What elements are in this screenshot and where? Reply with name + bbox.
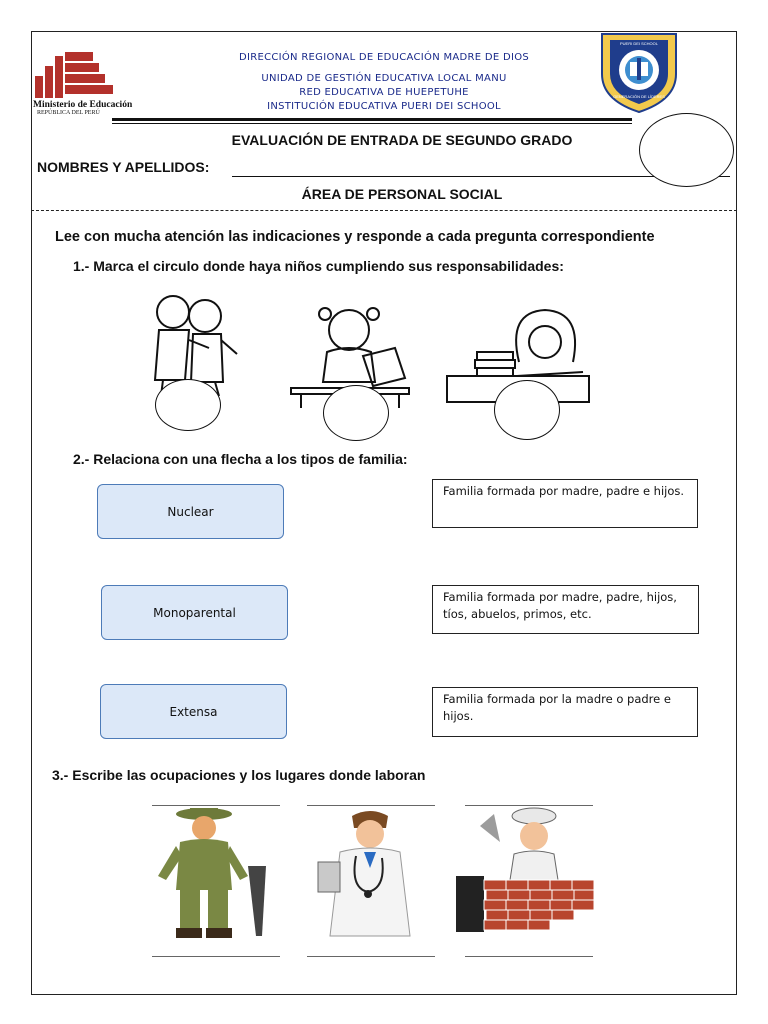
family-type-monoparental[interactable]: Monoparental <box>101 585 288 640</box>
ministry-logo-subtext: REPÚBLICA DEL PERÚ <box>37 110 100 116</box>
family-type-extensa[interactable]: Extensa <box>100 684 287 739</box>
definition-monoparental[interactable]: Familia formada por la madre o padre e hijos. <box>432 687 698 737</box>
question-1: 1.- Marca el circulo donde haya niños cumpliendo sus responsabilidades: <box>73 258 564 274</box>
header-line-1: DIRECCIÓN REGIONAL DE EDUCACIÓN MADRE DE DIOS <box>238 52 530 63</box>
answer-line-bottom-3[interactable] <box>465 956 593 957</box>
answer-line-bottom-2[interactable] <box>307 956 435 957</box>
exam-title: EVALUACIÓN DE ENTRADA DE SEGUNDO GRADO <box>231 132 573 148</box>
answer-line-bottom-1[interactable] <box>152 956 280 957</box>
definition-extensa[interactable]: Familia formada por madre, padre, hijos, tíos, abuelos, primos, etc. <box>432 585 699 634</box>
header-rule-thin <box>112 123 632 124</box>
instructions: Lee con mucha atención las indicaciones y responde a cada pregunta correspondiente <box>55 229 655 245</box>
header-line-2: UNIDAD DE GESTIÓN EDUCATIVA LOCAL MANU <box>261 73 507 84</box>
ministry-logo-text: Ministerio de Educación <box>33 100 133 110</box>
area-title: ÁREA DE PERSONAL SOCIAL <box>301 186 503 202</box>
answer-circle-1[interactable] <box>155 379 221 431</box>
crest-bottom-text: GENERACIÓN DE LÍDERES <box>613 94 665 99</box>
grade-circle[interactable] <box>639 113 734 187</box>
definition-nuclear[interactable]: Familia formada por madre, padre e hijos. <box>432 479 698 528</box>
dashed-divider <box>31 210 737 211</box>
illustration-soldier <box>152 806 280 944</box>
header-line-4: INSTITUCIÓN EDUCATIVA PUERI DEI SCHOOL <box>267 101 501 112</box>
family-type-nuclear[interactable]: Nuclear <box>97 484 284 539</box>
question-3: 3.- Escribe las ocupaciones y los lugares donde laboran <box>52 767 426 783</box>
school-crest <box>594 28 684 114</box>
answer-circle-3[interactable] <box>494 380 560 440</box>
name-label: NOMBRES Y APELLIDOS: <box>37 159 210 175</box>
header-line-3: RED EDUCATIVA DE HUEPETUHE <box>299 87 469 98</box>
crest-top-text: PUERI DEI SCHOOL <box>619 41 658 46</box>
illustration-doctor <box>306 806 434 944</box>
illustration-bricklayer <box>450 806 600 944</box>
answer-circle-2[interactable] <box>323 385 389 441</box>
question-2: 2.- Relaciona con una flecha a los tipos de familia: <box>73 451 408 467</box>
header-rule-thick <box>112 118 632 121</box>
